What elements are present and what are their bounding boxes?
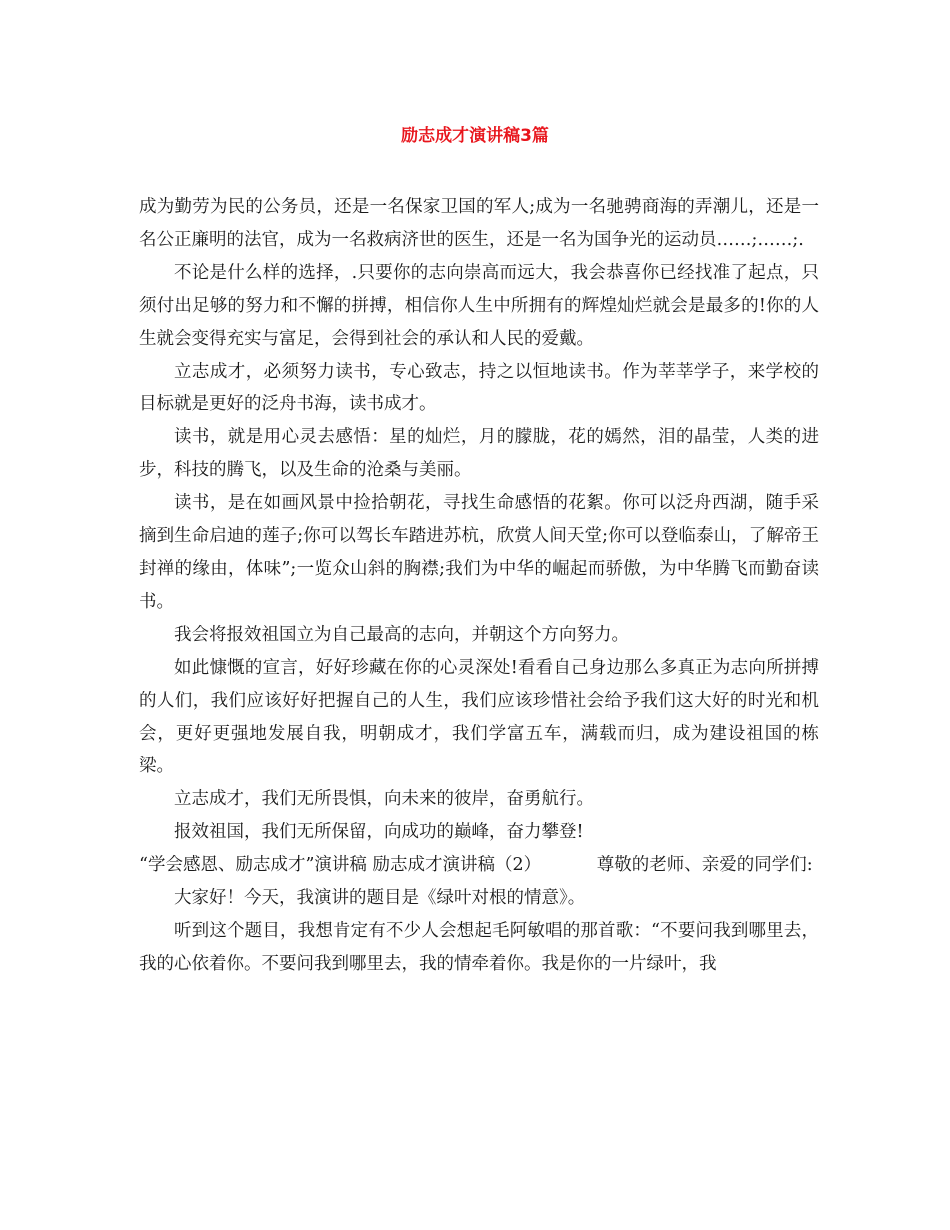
paragraph-8: 立志成才，我们无所畏惧，向未来的彼岸，奋勇航行。	[174, 789, 594, 810]
paragraph-11: 大家好！今天，我演讲的题目是《绿叶对根的情意》。	[174, 888, 586, 909]
paragraph-7: 如此慷慨的宣言，好好珍藏在你的心灵深处!看看自己身边那么多真正为志向所拼搏的人们，我们应该好好把握自己的人生，我们应该珍惜社会给予我们这大好的时光和机会，更好更强地发展自我，明朝成才，我们学富五车，满载而归，成为建设祖国的栋梁。	[139, 657, 819, 777]
document-body	[139, 191, 819, 981]
paragraph-5: 读书，是在如画风景中捡拾朝花，寻找生命感悟的花絮。你可以泛舟西湖，随手采摘到生命启迪的莲子;你可以驾长车踏进苏杭，欣赏人间天堂;你可以登临泰山，了解帝王封禅的缘由，体味”;一览众山斜的胸襟;我们为中华的崛起而骄傲，为中华腾飞而勤奋读书。	[139, 493, 819, 612]
paragraph-6: 我会将报效祖国立为自己最高的志向，并朝这个方向努力。	[174, 624, 629, 645]
paragraph-2: 不论是什么样的选择，.只要你的志向崇高而远大，我会恭喜你已经找准了起点，只须付出足够的努力和不懈的拼搏，相信你人生中所拥有的辉煌灿烂就会是最多的!你的人生就会变得充实与富足，会得到社会的承认和人民的爱戴。	[139, 262, 819, 349]
paragraph-10: “学会感恩、励志成才”演讲稿 励志成才演讲稿（2） 尊敬的老师、亲爱的同学们:	[139, 855, 813, 876]
paragraph-4: 读书，就是用心灵去感悟：星的灿烂，月的朦胧，花的嫣然，泪的晶莹，人类的进步，科技的腾飞，以及生命的沧桑与美丽。	[139, 427, 819, 481]
paragraph-1: 成为勤劳为民的公务员，还是一名保家卫国的军人;成为一名驰骋商海的弄潮儿，还是一名公正廉明的法官，成为一名救病济世的医生，还是一名为国争光的运动员……;……;.	[139, 197, 819, 250]
paragraph-3: 立志成才，必须努力读书，专心致志，持之以恒地读书。作为莘莘学子，来学校的目标就是更好的泛舟书海，读书成才。	[139, 361, 819, 415]
document-title: 励志成才演讲稿3篇	[401, 126, 549, 146]
paragraph-12: 听到这个题目，我想肯定有不少人会想起毛阿敏唱的那首歌：“不要问我到哪里去，我的心依着你。不要问我到哪里去，我的情牵着你。我是你的一片绿叶，我	[139, 920, 819, 974]
paragraph-9: 报效祖国，我们无所保留，向成功的巅峰，奋力攀登!	[174, 822, 584, 843]
